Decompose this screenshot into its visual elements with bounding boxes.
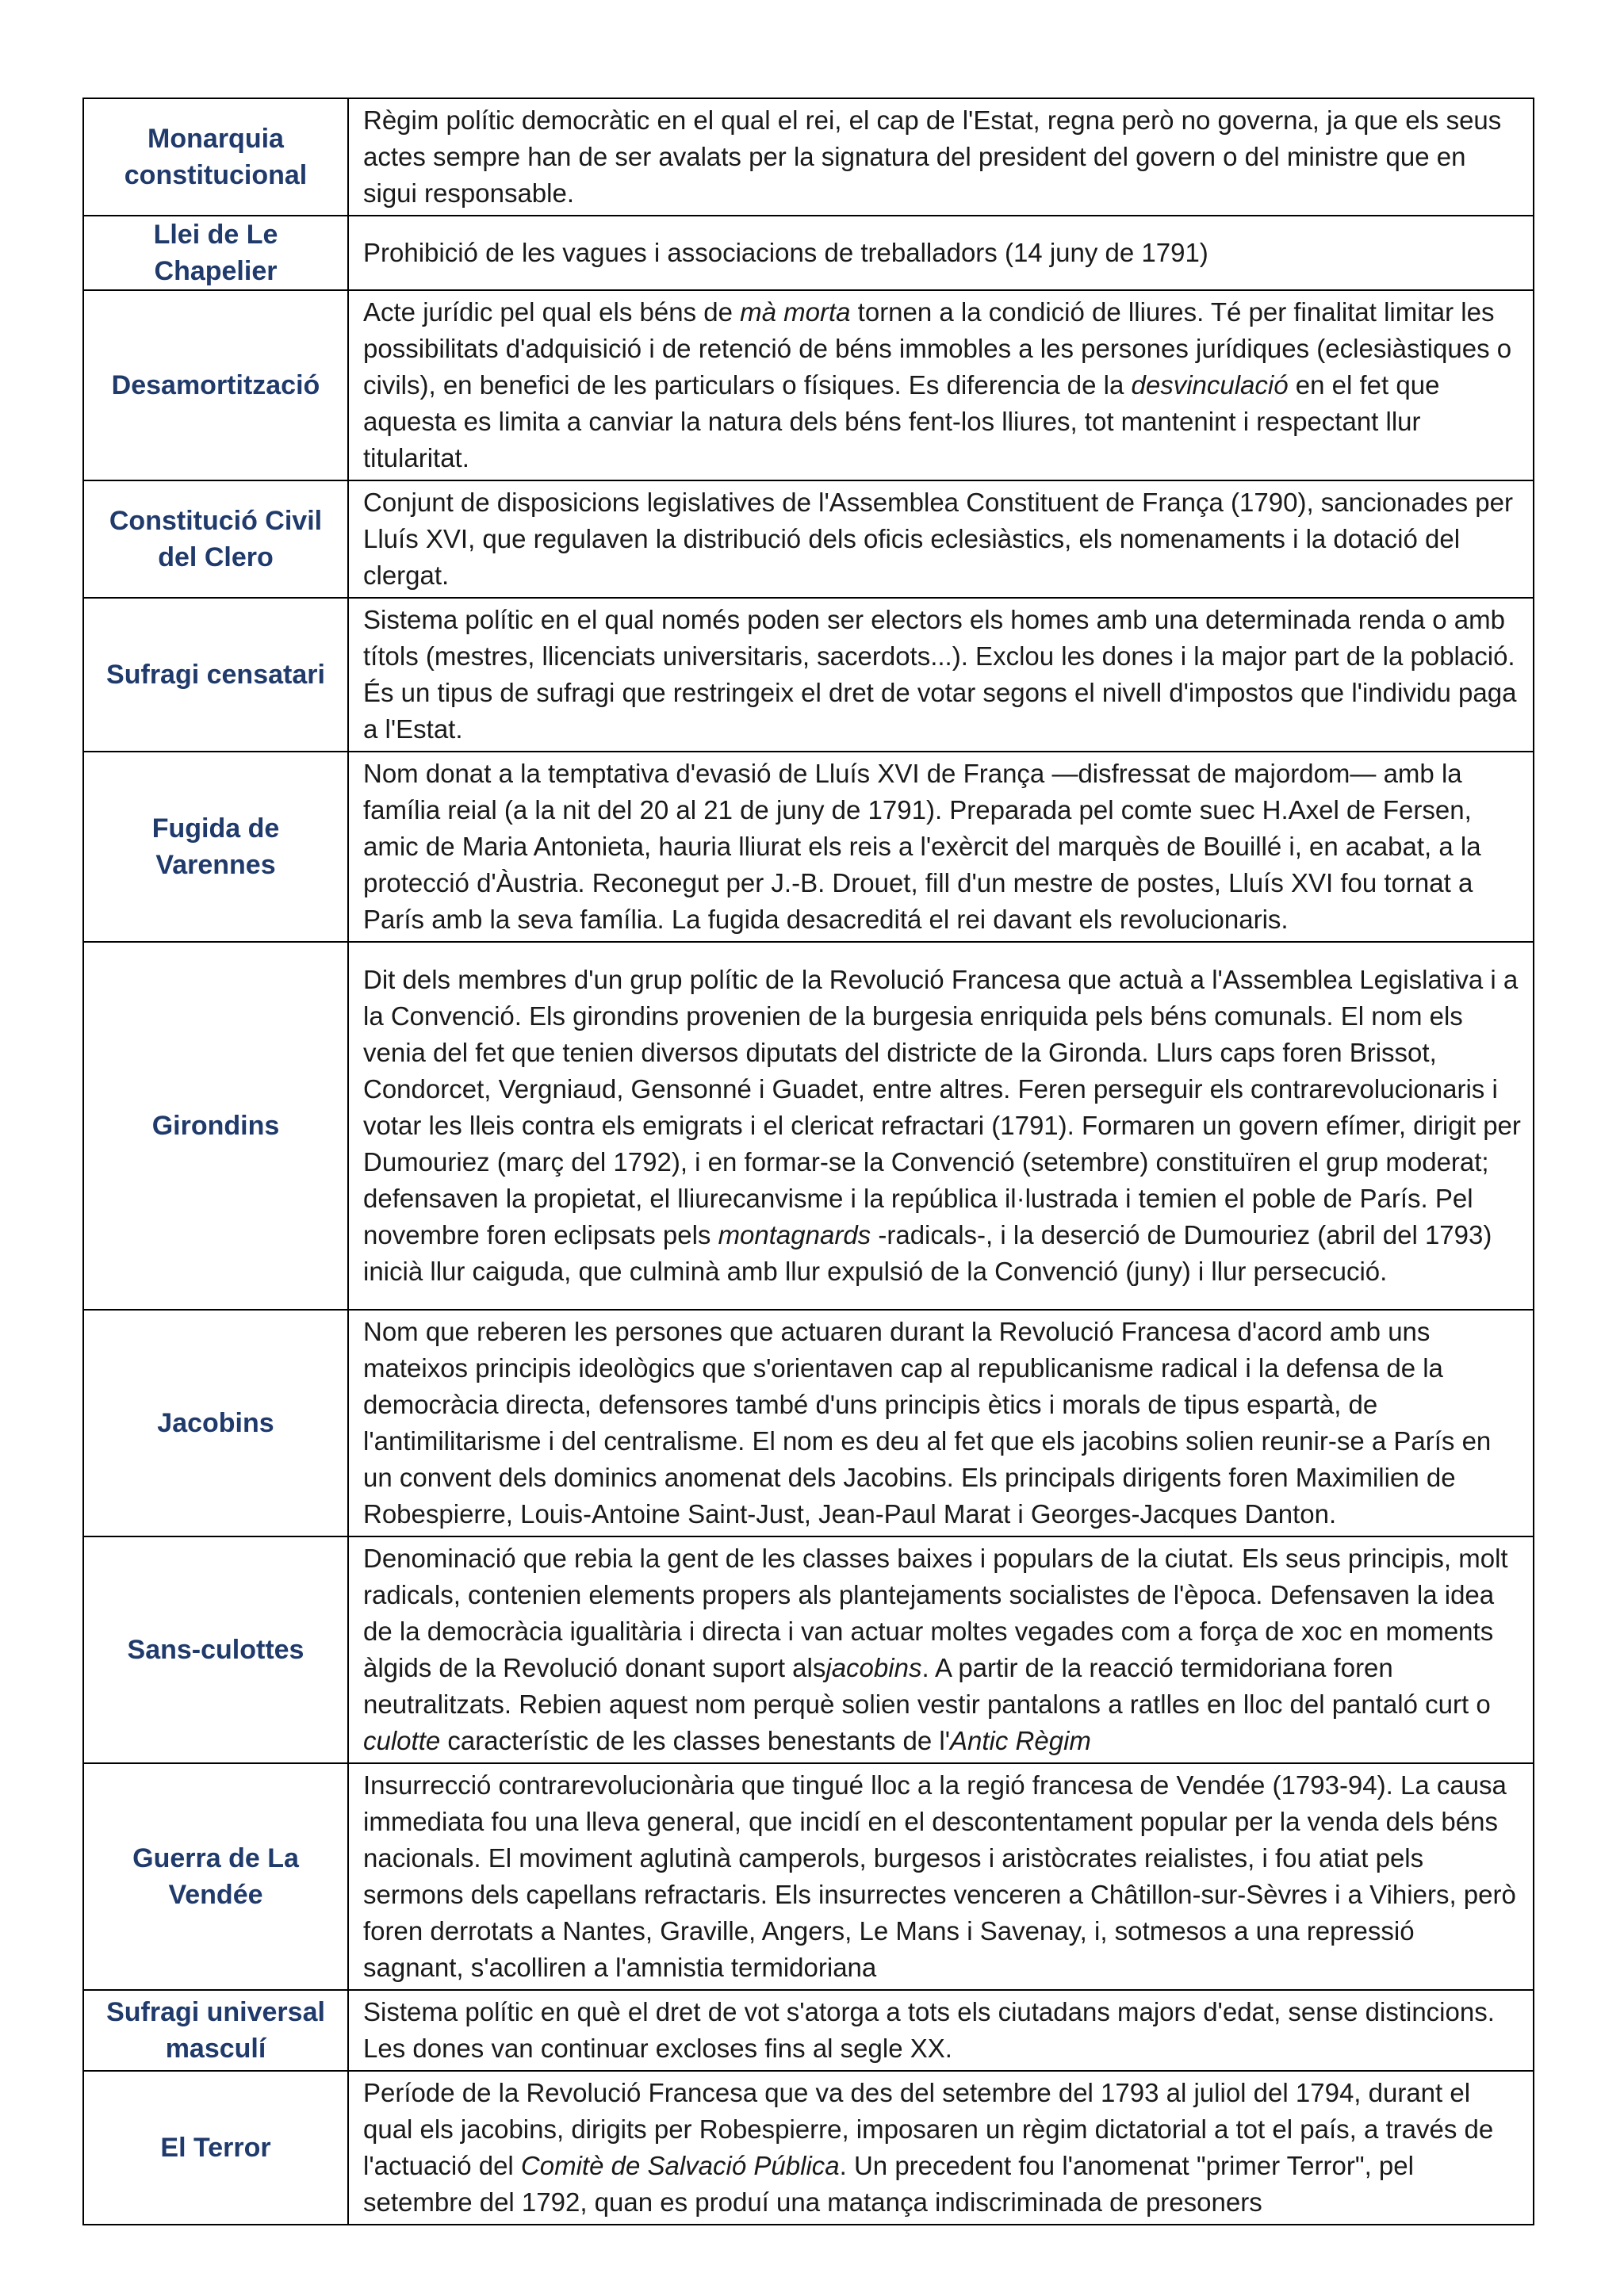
glossary-row [83,2071,1534,2225]
definition-cell [348,598,1534,752]
definition-text: Denominació que rebia la gent de les classes baixes i populars de la ciutat. Els seus principis, molt radicals, contenien elements propers als plantejaments socialistes de l'època. Defensaven la idea de la democràcia igualitària i directa i van actuar moltes vegades com a força de xoc en moments àlgids de la Revolució donant suport als [363,1544,1508,1682]
glossary-row [83,1763,1534,1990]
definition-cell [348,98,1534,216]
definition-cell [348,216,1534,290]
definition-text: Dit dels membres d'un grup polític de la Revolució Francesa que actuà a l'Assemblea Legislativa i a la Convenció. Els girondins provenien de la burgesia enriquida pels béns comunals. El nom els venia del fet que tenien diversos diputats del districte de la Gironda. Llurs caps foren Brissot, Condorcet, Vergniaud, Gensonné i Guadet, entre altres. Feren perseguir els contrarevolucionaris i votar les lleis contra els emigrats i el clericat refractari (1791). Formaren un govern efímer, dirigit per Dumouriez (març del 1792), i en formar-se la Convenció (setembre) constituïren el grup moderat; defensaven la propietat, el lliurecanvisme i la república il·lustrada i temien el poble de París. Pel novembre foren eclipsats pels [363,965,1521,1249]
term-cell: Girondins [83,942,348,1310]
glossary-body [83,98,1534,2225]
definition-text: en el fet que aquesta es limita a canviar la natura dels béns fent-los lliures, tot mantenint i respectant llur titularitat. [363,370,1440,473]
glossary-row [83,942,1534,1310]
definition-cell [348,1763,1534,1990]
definition-emphasis: montagnards [718,1220,871,1249]
glossary-row [83,1990,1534,2071]
definition-text: -radicals-, i la deserció de Dumouriez (abril del 1793) inicià llur caiguda, que culminà amb llur expulsió de la Convenció (juny) i llur persecució. [363,1220,1492,1286]
definition-text: Nom que reberen les persones que actuaren durant la Revolució Francesa d'acord amb uns mateixos principis ideològics que s'orientaven cap al republicanisme radical i la defensa de la democràcia directa, defensores també d'uns principis ètics i morals de tipus espartà, de l'antimilitarisme i del centralisme. El nom es deu al fet que els jacobins solien reunir-se a París en un convent dels dominics anomenat dels Jacobins. Els principals dirigents foren Maximilien de Robespierre, Louis-Antoine Saint-Just, Jean-Paul Marat i Georges-Jacques Danton. [363,1317,1492,1529]
definition-cell [348,1990,1534,2071]
definition-cell [348,752,1534,942]
definition-text: Règim polític democràtic en el qual el rei, el cap de l'Estat, regna però no governa, ja que els seus actes sempre han de ser avalats per la signatura del president del govern o del ministre que en sigui responsable. [363,105,1502,208]
definition-text: Nom donat a la temptativa d'evasió de Lluís XVI de França —disfressat de majordom— amb la família reial (a la nit del 20 al 21 de juny de 1791). Preparada pel comte suec H.Axel de Fersen, amic de Maria Antonieta, hauria lliurat els reis a l'exèrcit del marquès de Bouillé i, en acabat, a la protecció d'Àustria. Reconegut per J.-B. Drouet, fill d'un mestre de postes, Lluís XVI fou tornat a París amb la seva família. La fugida desacreditá el rei davant els revolucionaris. [363,759,1481,934]
glossary-row [83,290,1534,480]
definition-text: característic de les classes benestants de l' [440,1726,951,1755]
definition-text: Conjunt de disposicions legislatives de l'Assemblea Constituent de França (1790), sancionades per Lluís XVI, que regulaven la distribució dels oficis eclesiàstics, els nomenaments i la dotació del clergat. [363,488,1513,590]
definition-text: Insurrecció contrarevolucionària que tingué lloc a la regió francesa de Vendée (1793-94). La causa immediata fou una lleva general, que incidí en el descontentament popular per la venda dels béns nacionals. El moviment aglutinà camperols, burgesos i aristòcrates reialistes, i fou atiat pels sermons dels capellans refractaris. Els insurrectes venceren a Châtillon-sur-Sèvres i a Vihiers, però foren derrotats a Nantes, Graville, Angers, Le Mans i Savenay, i, sotmesos a una repressió sagnant, s'acolliren a l'amnistia termidoriana [363,1770,1516,1982]
term-cell: Sufragi universal masculí [83,1990,348,2071]
definition-cell [348,290,1534,480]
glossary-row [83,480,1534,598]
definition-text: Sistema polític en què el dret de vot s'atorga a tots els ciutadans majors d'edat, sense distincions. Les dones van continuar excloses fins al segle XX. [363,1997,1495,2063]
term-cell: Fugida de Varennes [83,752,348,942]
definition-cell [348,2071,1534,2225]
definition-cell [348,480,1534,598]
glossary-row [83,598,1534,752]
glossary-row [83,752,1534,942]
definition-cell [348,1536,1534,1763]
glossary-row [83,98,1534,216]
definition-text: . A partir de la reacció termidoriana foren neutralitzats. Rebien aquest nom perquè solien vestir pantalons a ratlles en lloc del pantaló curt o [363,1653,1491,1719]
definition-cell [348,1310,1534,1536]
glossary-table [82,98,1534,2225]
definition-text: Acte jurídic pel qual els béns de [363,297,741,327]
definition-text: Prohibició de les vagues i associacions de treballadors (14 juny de 1791) [363,238,1208,267]
term-cell: Constitució Civil del Clero [83,480,348,598]
term-cell: Llei de Le Chapelier [83,216,348,290]
definition-cell [348,942,1534,1310]
glossary-row [83,1536,1534,1763]
definition-text: Període de la Revolució Francesa que va des del setembre del 1793 al juliol del 1794, durant el qual els jacobins, dirigits per Robespierre, imposaren un règim dictatorial a tot el país, a través de l'actuació del [363,2078,1494,2180]
term-cell: Sans-culottes [83,1536,348,1763]
definition-emphasis: Comitè de Salvació Pública [520,2151,840,2180]
definition-text: tornen a la condició de lliures. Té per finalitat limitar les possibilitats d'adquisició i de retenció de béns immobles a les persones jurídiques (eclesiàstiques o civils), en benefici de les particulars o físiques. Es diferencia de la [363,297,1512,400]
term-cell: Guerra de La Vendée [83,1763,348,1990]
definition-text: . Un precedent fou l'anomenat "primer Terror", pel setembre del 1792, quan es produí una matança indiscriminada de presoners [363,2151,1414,2217]
definition-emphasis: mà morta [740,297,851,327]
term-cell: Jacobins [83,1310,348,1536]
term-cell: Desamortització [83,290,348,480]
definition-emphasis: desvinculació [1131,370,1289,400]
glossary-row [83,1310,1534,1536]
definition-emphasis: jacobins [825,1653,922,1682]
glossary-row [83,216,1534,290]
definition-emphasis: Antic Règim [950,1726,1091,1755]
definition-text: Sistema polític en el qual només poden ser electors els homes amb una determinada renda o amb títols (mestres, llicenciats universitaris, sacerdots...). Exclou les dones i la major part de la població. És un tipus de sufragi que restringeix el dret de votar segons el nivell d'impostos que l'individu paga a l'Estat. [363,605,1517,744]
term-cell: Monarquia constitucional [83,98,348,216]
term-cell: Sufragi censatari [83,598,348,752]
term-cell: El Terror [83,2071,348,2225]
definition-emphasis: culotte [363,1726,441,1755]
